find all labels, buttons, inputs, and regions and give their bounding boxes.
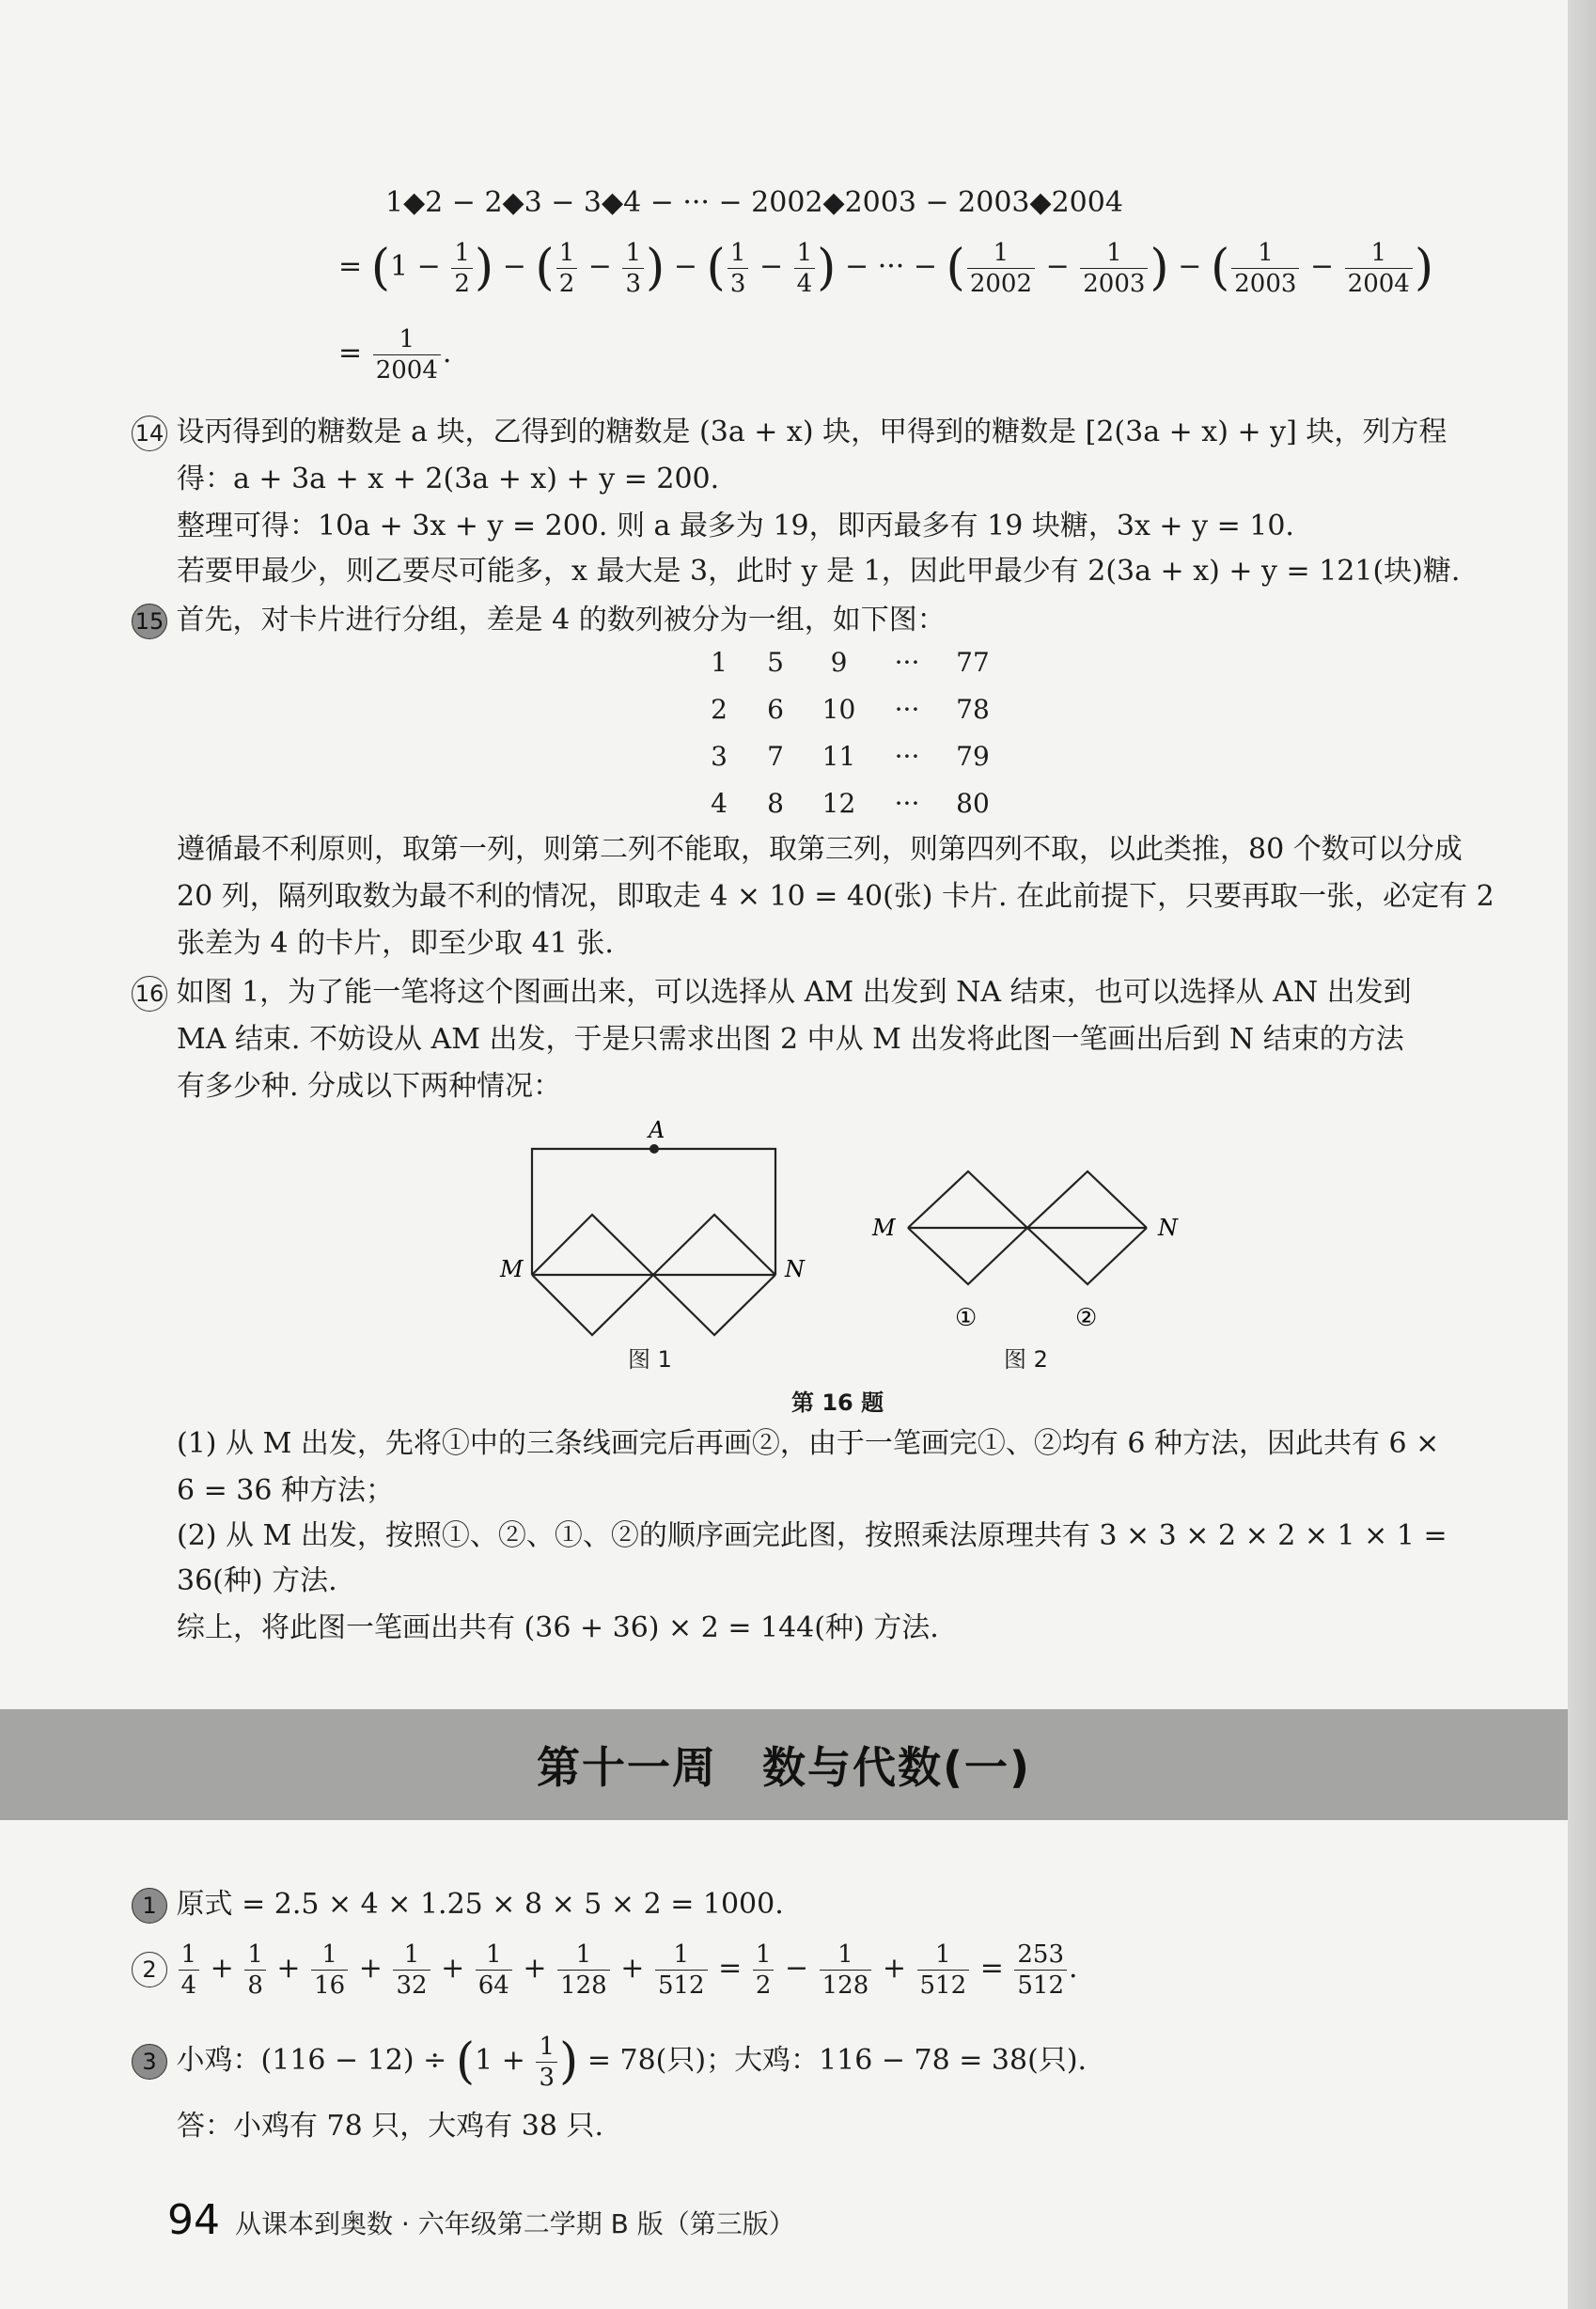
minus-sign: − (673, 250, 697, 283)
minus-sign: − (502, 250, 526, 283)
page-edge (1568, 0, 1596, 2309)
minus-sign: − (759, 250, 784, 283)
table-row: 3 7 11 ··· 79 (711, 741, 990, 772)
label-circle-1: ① (955, 1304, 978, 1332)
plus-sign: + (210, 1952, 234, 1985)
p14-line1 (132, 414, 1447, 451)
p16-case2b: 36(种) 方法. (177, 1564, 337, 1597)
label-circle-2: ② (1075, 1304, 1098, 1332)
p14-line3: 整理可得：10a + 3x + y = 200. 则 a 最多为 19，即丙最多有 19 块糖，3x + y = 10. (177, 510, 1294, 542)
p13-line1: 1◆2 − 2◆3 − 3◆4 − ··· − 2002◆2003 − 2003◆2004 (385, 186, 1123, 219)
point-a (649, 1144, 659, 1154)
fraction: $\frac{1}{32}$ (393, 1940, 430, 2001)
fraction: $\frac{1}{2004}$ (373, 324, 441, 385)
book-title: 从课本到奥数 · 六年级第二学期 B 版（第三版） (235, 2208, 795, 2239)
equals-sign: = (718, 1952, 743, 1985)
fraction: $\frac{253}{512}$ (1014, 1940, 1067, 2001)
fraction: $\frac{1}{3}$ (622, 238, 644, 299)
fraction: $\frac{1}{3}$ (728, 238, 749, 299)
problem-number-badge: 2 (132, 1952, 167, 1987)
figure-1 (489, 1109, 808, 1354)
label-n: N (785, 1256, 805, 1282)
problem-number-badge: 15 (132, 604, 167, 639)
problem-number-badge: 14 (132, 416, 167, 451)
p15-line2: 遵循最不利原则，取第一列，则第二列不能取，取第三列，则第四列不取，以此类推，80 个数可以分成 (177, 833, 1463, 866)
table-row: 4 8 12 ··· 80 (711, 788, 990, 819)
page-number: 94 (167, 2196, 220, 2244)
figure-2 (865, 1156, 1184, 1335)
fraction: $\frac{1}{8}$ (244, 1940, 266, 2001)
p16-case1a: (1) 从 M 出发，先将①中的三条线画完后再画②，由于一笔画完①、②均有 6 种方法，因此共有 6 × (177, 1427, 1440, 1460)
grouping-table (691, 639, 1006, 827)
fraction: $\frac{1}{2002}$ (967, 238, 1035, 299)
q1-line (132, 1886, 784, 1924)
paren: ) (474, 240, 494, 296)
paren: ) (646, 240, 665, 296)
q3-answer: 答：小鸡有 78 只，大鸡有 38 只. (177, 2110, 604, 2143)
plus-sign: + (276, 1952, 301, 1985)
equals-sign: = (979, 1952, 1004, 1985)
fraction: $\frac{1}{4}$ (794, 238, 816, 299)
label-n: N (1158, 1215, 1178, 1241)
p14-text: 设丙得到的糖数是 a 块，乙得到的糖数是 (3a + x) 块，甲得到的糖数是 [2(3a + x) + y] 块，列方程 (176, 416, 1447, 448)
section-title: 第十一周 数与代数(一) (536, 1742, 1032, 1793)
equals-sign: = (338, 250, 363, 283)
fraction: $\frac{1}{64}$ (476, 1940, 512, 2001)
q2-line: 2 $\frac{1}{4}$ + $\frac{1}{8}$ + $\frac{1}{16}$ + $\frac{1}{32}$ + $\frac{1}{64}$ + $\frac{1}{128}$ + $\frac{1}{512}$ = $\frac{1}{2}$ − $\frac{1}{128}$ + $\frac{1}{512}$ = $\frac{253}{512}$ . (132, 1931, 1078, 2006)
p15-line4: 张差为 4 的卡片，即至少取 41 张. (177, 927, 614, 960)
plus-sign: + (523, 1952, 547, 1985)
paren: ( (535, 240, 555, 296)
minus-sign: − (587, 250, 612, 283)
q3-text-pre: 小鸡：(116 − 12) ÷ (176, 2044, 447, 2077)
fraction: $\frac{1}{512}$ (655, 1940, 708, 2001)
q3-text-post: = 78(只)；大鸡：116 − 78 = 38(只). (587, 2044, 1087, 2077)
label-m: M (500, 1256, 524, 1282)
q3-line (132, 2023, 1087, 2098)
paren: ) (558, 2034, 579, 2090)
p16-case1b: 6 = 36 种方法； (177, 1474, 395, 1507)
p13-result: = $\frac{1}{2004}$ . (338, 324, 452, 385)
figure-2-caption: 图 2 (1004, 1346, 1048, 1373)
ellipsis: ··· (877, 250, 905, 283)
fraction: $\frac{1}{16}$ (311, 1940, 348, 2001)
label-m: M (872, 1215, 896, 1241)
plus-sign: + (358, 1952, 383, 1985)
problem-number-badge: 3 (132, 2044, 167, 2080)
label-a: A (649, 1117, 665, 1143)
fraction: $\frac{1}{2003}$ (1231, 238, 1299, 299)
problem-number-badge: 1 (132, 1888, 167, 1924)
problem-number-badge: 16 (132, 976, 167, 1012)
p15-line1 (132, 602, 946, 639)
plus-sign: + (620, 1952, 645, 1985)
plus-sign: + (882, 1952, 906, 1985)
paren: ) (1150, 240, 1169, 296)
paren: ) (817, 240, 837, 296)
p16-case2a: (2) 从 M 出发，按照①、②、①、②的顺序画完此图，按照乘法原理共有 3 × 3 × 2 × 2 × 1 × 1 = (177, 1519, 1447, 1552)
fraction: $\frac{1}{3}$ (536, 2032, 557, 2093)
fraction: $\frac{1}{2}$ (556, 238, 578, 299)
q3-one-plus: 1 + (475, 2044, 525, 2077)
p15-line3: 20 列，隔列取数为最不利的情况，即取走 4 × 10 = 40(张) 卡片. 在此前提下，只要再取一张，必定有 2 (177, 880, 1494, 913)
paren: ( (706, 240, 726, 296)
minus-sign: − (913, 250, 937, 283)
table-row: 2 6 10 ··· 78 (711, 694, 990, 725)
fraction: $\frac{1}{2}$ (753, 1940, 775, 2001)
p14-line2: 得：a + 3a + x + 2(3a + x) + y = 200. (177, 463, 720, 495)
minus-sign: − (1309, 250, 1335, 283)
p16-summary: 综上，将此图一笔画出共有 (36 + 36) × 2 = 144(种) 方法. (177, 1611, 939, 1644)
fraction: $\frac{1}{4}$ (179, 1940, 200, 2001)
q1-text: 原式 = 2.5 × 4 × 1.25 × 8 × 5 × 2 = 1000. (176, 1888, 784, 1921)
p13-expansion (338, 233, 1433, 301)
fraction: $\frac{1}{2003}$ (1080, 238, 1148, 299)
paren: ) (1414, 240, 1434, 296)
figure-title: 第 16 题 (791, 1390, 884, 1416)
p16-text: 如图 1，为了能一笔将这个图画出来，可以选择从 AM 出发到 NA 结束，也可以选择从 AN 出发到 (176, 976, 1412, 1009)
minus-sign: − (416, 250, 441, 283)
fraction: $\frac{1}{128}$ (820, 1940, 872, 2001)
paren: ( (946, 240, 965, 296)
minus-sign: − (784, 1952, 809, 1985)
p16-line1 (132, 974, 1412, 1012)
minus-sign: − (1045, 250, 1070, 283)
fraction: $\frac{1}{512}$ (917, 1940, 970, 2001)
paren: ( (455, 2034, 476, 2090)
fraction: $\frac{1}{2004}$ (1345, 238, 1413, 299)
p16-line3: 有多少种. 分成以下两种情况： (177, 1070, 562, 1103)
fraction: $\frac{1}{2}$ (451, 238, 473, 299)
number: 1 (389, 250, 409, 283)
minus-sign: − (1178, 250, 1202, 283)
p15-text: 首先，对卡片进行分组，差是 4 的数列被分为一组，如下图： (176, 604, 946, 636)
paren: ( (1210, 240, 1230, 296)
table-row: 1 5 9 ··· 77 (711, 647, 990, 678)
equals-sign: = (338, 337, 363, 369)
paren: ( (370, 240, 390, 296)
p14-line4: 若要甲最少，则乙要尽可能多，x 最大是 3，此时 y 是 1，因此甲最少有 2(3a + x) + y = 121(块)糖. (177, 555, 1461, 588)
fraction: $\frac{1}{128}$ (557, 1940, 610, 2001)
figure-1-caption: 图 1 (628, 1346, 672, 1373)
plus-sign: + (441, 1952, 465, 1985)
p16-line2: MA 结束. 不妨设从 AM 出发，于是只需求出图 2 中从 M 出发将此图一笔画出后到 N 结束的方法 (177, 1023, 1404, 1056)
minus-sign: − (845, 250, 869, 283)
